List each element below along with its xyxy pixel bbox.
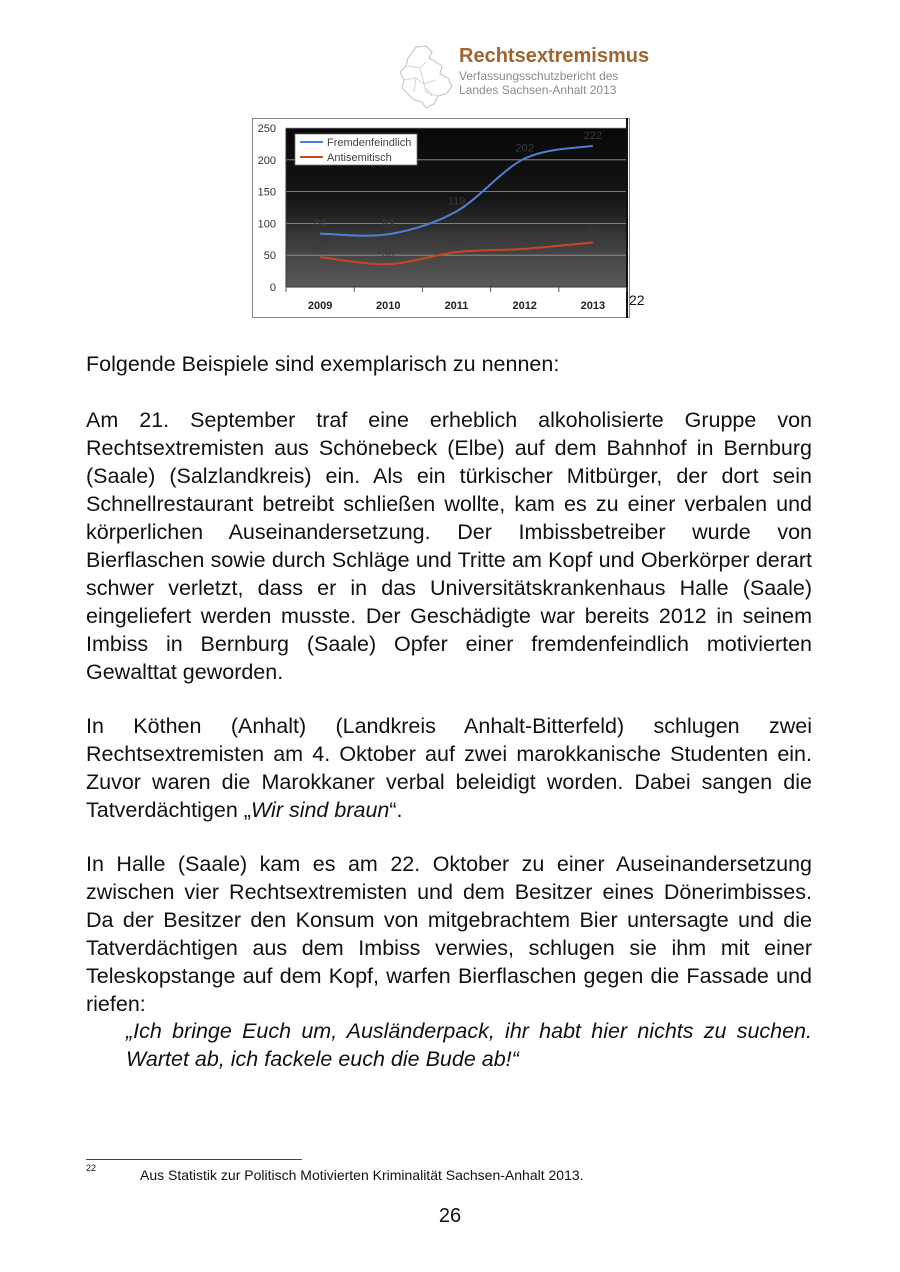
footnote-reference: 22 <box>629 292 645 308</box>
legend-entry: Antisemitisch <box>327 152 392 164</box>
x-tick-label: 2011 <box>444 300 469 312</box>
intro-paragraph: Folgende Beispiele sind exemplarisch zu nennen: <box>86 352 560 376</box>
paragraph-3-text: In Halle (Saale) kam es am 22. Oktober zu einer Auseinandersetzung zwischen vier Rechtsextremisten und dem Besitzer eines Dönerimbisses. Da der Besitzer den Konsum von mitgebrachtem Bier untersagte und die Tatverdächtigen aus dem Imbiss verwies, schlugen sie ihm mit einer Teleskopstange auf dem Kopf, warfen Bierflaschen gegen die Fassade und riefen: <box>86 852 812 1016</box>
footnote-text: Aus Statistik zur Politisch Motivierten Kriminalität Sachsen-Anhalt 2013. <box>140 1167 584 1183</box>
data-label: 55 <box>450 236 463 249</box>
example-paragraph-3 <box>86 850 812 1018</box>
data-label: 119 <box>447 195 466 208</box>
data-label: 47 <box>313 241 327 254</box>
paragraph-2-text: In Köthen (Anhalt) (Landkreis Anhalt-Bitterfeld) schlugen zwei Rechtsextremisten am 4. Oktober auf zwei marokkanische Studenten ein. Zuvor waren die Marokkaner verbal beleidigt worden. Dabei sangen die Tatverdächtigen „ <box>86 714 812 822</box>
data-label: 83 <box>382 218 395 231</box>
x-tick-label: 2010 <box>376 300 401 312</box>
y-tick-label: 250 <box>257 123 276 135</box>
y-tick-label: 50 <box>263 250 276 263</box>
data-label: 70 <box>586 226 600 239</box>
data-label: 84 <box>313 217 327 230</box>
example-paragraph-1 <box>86 406 812 686</box>
data-label: 60 <box>518 232 531 245</box>
y-tick-label: 150 <box>257 186 276 199</box>
paragraph-1-text: Am 21. September traf eine erheblich alkoholisierte Gruppe von Rechtsextremisten aus Schönebeck (Elbe) auf dem Bahnhof in Bernburg (Saale) (Salzlandkreis) ein. Als ein türkischer Mitbürger, der dort sein Schnellrestaurant betreibt schließen wollte, kam es zu einer verbalen und körperlichen Auseinandersetzung. Der Imbissbetreiber wurde von Bierflaschen sowie durch Schläge und Tritte am Kopf und Oberkörper derart schwer verletzt, dass er in das Universitätskrankenhaus Halle (Saale) eingeliefert werden musste. Der Geschädigte war bereits 2012 in seinem Imbiss in Bernburg (Saale) Opfer einer fremdenfeindlich motivierten Gewalttat geworden. <box>86 408 812 684</box>
example-paragraph-2 <box>86 712 812 824</box>
crime-statistics-chart <box>252 118 630 318</box>
data-label: 222 <box>583 129 603 142</box>
line-chart-svg <box>252 118 630 318</box>
paragraph-2-quote: Wir sind braun <box>250 798 390 822</box>
header-subtitle-line1: Verfassungsschutzbericht des <box>459 69 619 83</box>
header-title: Rechtsextremismus <box>459 45 650 67</box>
block-quote: „Ich bringe Euch um, Ausländerpack, ihr habt hier nichts zu suchen. Wartet ab, ich fackele euch die Bude ab!“ <box>126 1019 812 1071</box>
y-tick-label: 0 <box>269 282 276 294</box>
x-tick-label: 2012 <box>512 300 537 312</box>
data-label: 202 <box>515 142 534 155</box>
x-tick-label: 2009 <box>307 300 333 312</box>
data-label: 36 <box>382 248 395 261</box>
footnote-separator <box>86 1159 302 1160</box>
x-tick-label: 2013 <box>580 300 606 312</box>
saxony-anhalt-map-icon <box>396 44 454 112</box>
y-tick-label: 200 <box>257 154 276 167</box>
paragraph-2-end: “. <box>389 798 403 822</box>
y-tick-label: 100 <box>257 218 276 231</box>
intro-text <box>86 350 812 378</box>
page-number: 26 <box>438 1205 462 1227</box>
legend-entry: Fremdenfeindlich <box>327 137 412 149</box>
page-header <box>396 42 696 112</box>
header-subtitle-line2: Landes Sachsen-Anhalt 2013 <box>459 83 617 97</box>
footnote-number: 22 <box>86 1163 97 1173</box>
